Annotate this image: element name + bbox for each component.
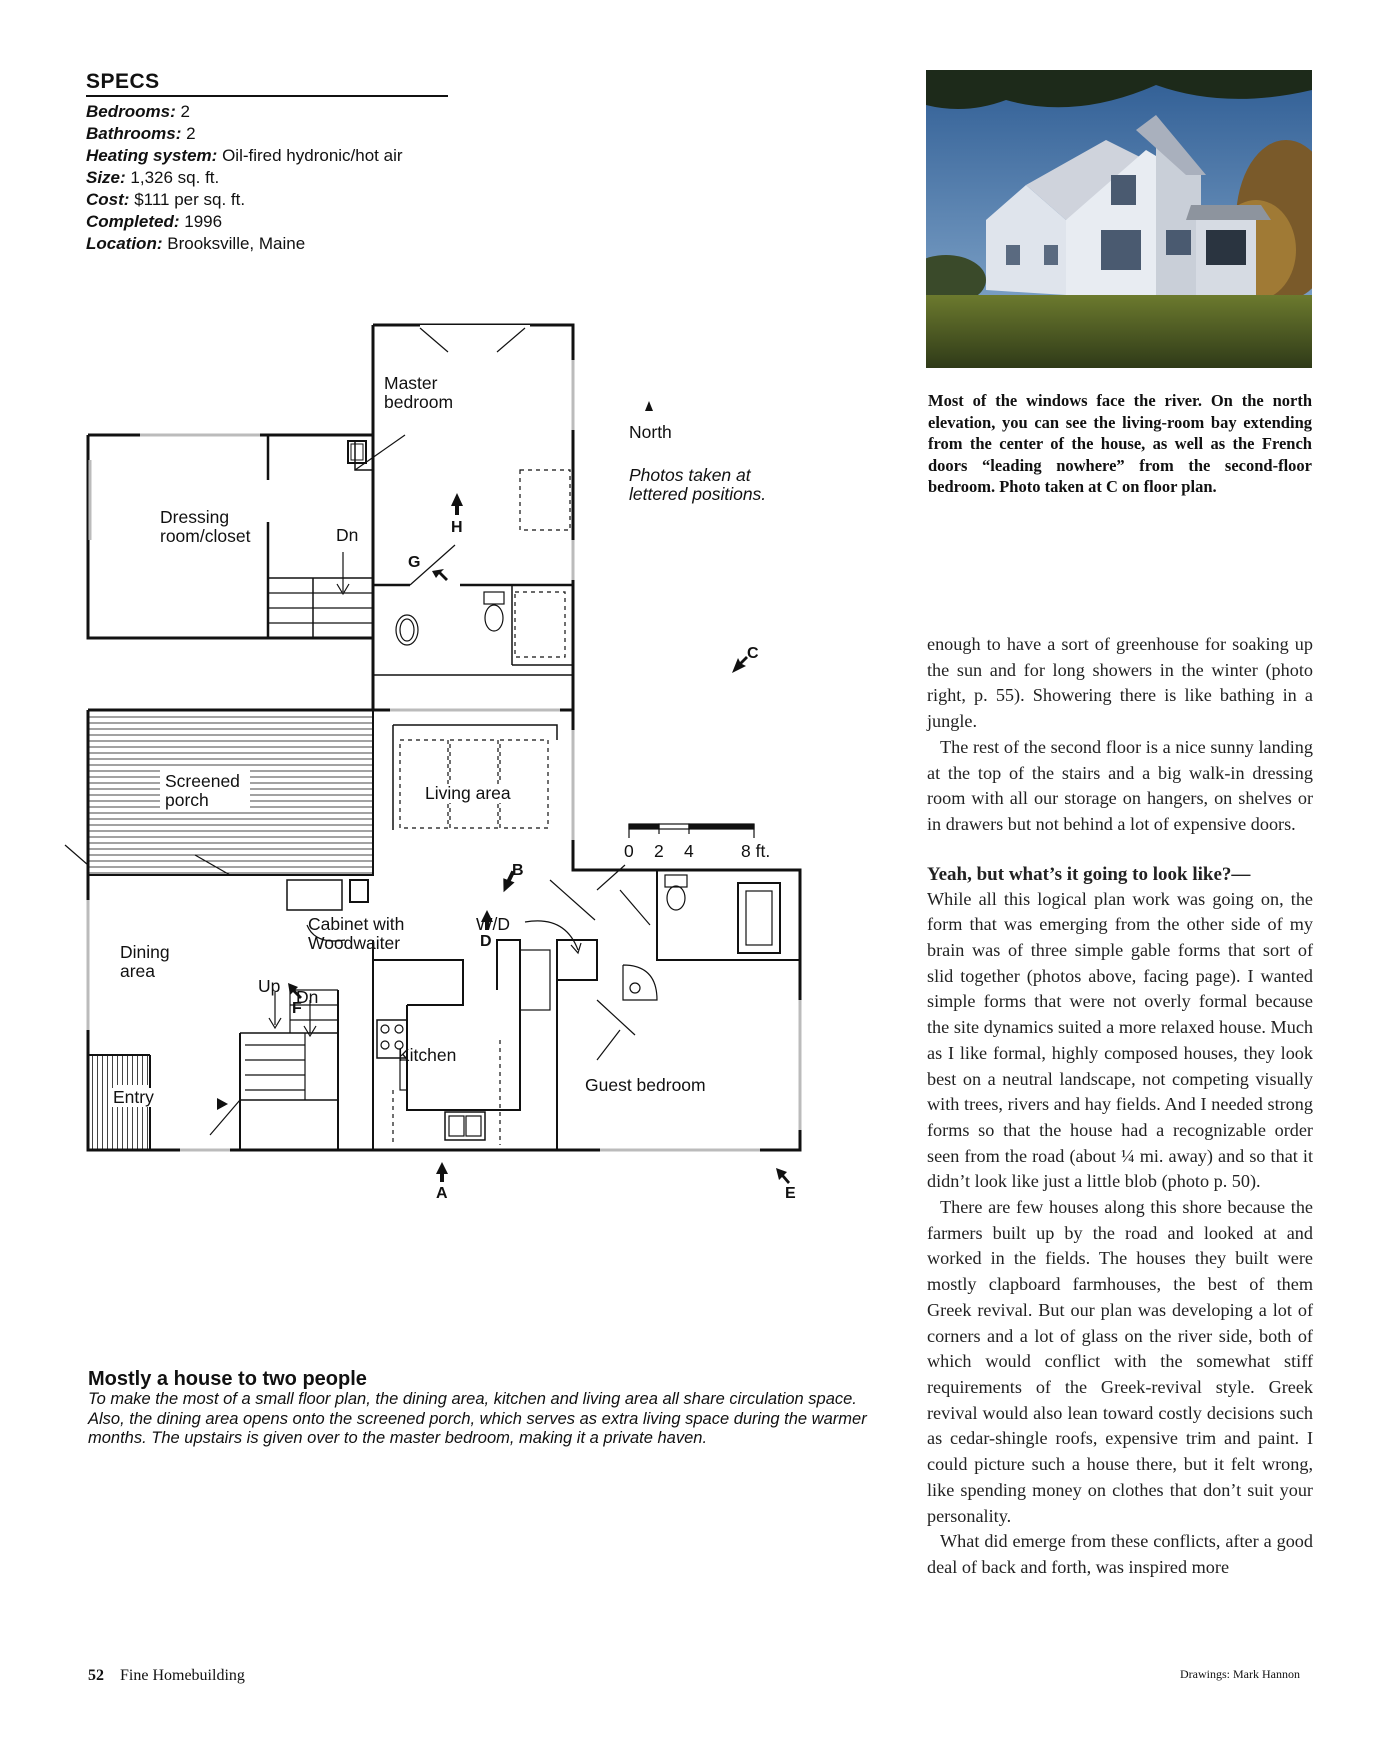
floor-plan-drawing (60, 300, 940, 1350)
marker-g: G (408, 554, 421, 571)
stair-dn-upper: Dn (336, 525, 359, 545)
scale-8ft: 8 ft. (741, 841, 771, 861)
room-screened-porch: Screened porch (165, 771, 240, 810)
scale-2: 2 (654, 841, 664, 861)
scale-4: 4 (684, 841, 694, 861)
plan-caption (88, 1368, 878, 1449)
north-label: North (629, 422, 672, 442)
house-photo-image (926, 70, 1312, 368)
body-paragraph: While all this logical plan work was going on, the form that was emerging from the other side of my brain was of three simple gable forms that sort of slid together (photos above, facing page). I wanted simple forms that were not overly formal because the site dynamics suited a more relaxed house. Much as I like formal, highly composed houses, they look best on a neutral landscape, not competing visually with trees, rivers and hay fields. And I needed strong forms so that the house had a recognizable order seen from the road (about ¼ mi. away) and so that it didn’t look like just a little blob (photo p. 50). (927, 888, 1313, 1192)
marker-a: A (436, 1185, 448, 1202)
room-entry: Entry (113, 1087, 154, 1107)
floor-plan (60, 300, 940, 1350)
stair-up: Up (258, 976, 281, 996)
label-cabinet-woodwaiter: Cabinet with Woodwaiter (308, 914, 405, 953)
label-wd: W/D (476, 914, 511, 934)
scale-0: 0 (624, 841, 634, 861)
body-paragraph: There are few houses along this shore because the farmers built up by the road and looked at and worked in the fields. The houses they built were mostly clapboard farmhouses, the best of them Greek revival. But our plan was developing a lot of corners and a lot of glass on the river side, both of which would conflict with the somewhat stiff requirements of the Greek-revival style. Greek revival would also lean toward costly decisions such as cedar-shingle roofs, expensive trim and paint. I could picture such a house there, but it felt wrong, like spending money on clothes that don’t suit your personality. (927, 1197, 1313, 1526)
magazine-name: Fine Homebuilding (120, 1667, 245, 1684)
marker-d: D (480, 933, 492, 950)
marker-c: C (747, 645, 759, 662)
spec-row: Bedrooms: 2 (86, 102, 190, 121)
page-footer (88, 1667, 245, 1685)
spec-row: Location: Brooksville, Maine (86, 234, 306, 253)
marker-h: H (451, 519, 463, 536)
body-paragraph: The rest of the second floor is a nice sunny landing at the top of the stairs and a big walk-in dressing room with all our storage on hangers, on shelves or in drawers but not behind a lot of expensive doors. (927, 736, 1313, 834)
photos-note: Photos taken at lettered positions. (629, 465, 767, 504)
caption-title: Mostly a house to two people (88, 1368, 367, 1390)
body-paragraph: What did emerge from these conflicts, after a good deal of back and forth, was inspired more (927, 1531, 1313, 1577)
spec-row: Cost: $111 per sq. ft. (86, 190, 246, 209)
room-kitchen: Kitchen (398, 1045, 457, 1065)
body-paragraph: enough to have a sort of greenhouse for soaking up the sun and for long showers in the winter (photo right, p. 55). Showering there is like bathing in a jungle. (927, 634, 1313, 732)
section-heading: Yeah, but what’s it going to look like?— (927, 863, 1251, 885)
spec-row: Heating system: Oil-fired hydronic/hot air (86, 146, 403, 165)
page-number: 52 (88, 1667, 104, 1684)
specs-title: SPECS (86, 70, 448, 97)
room-dressing-closet: Dressing room/closet (160, 507, 251, 546)
room-master-bedroom: Master bedroom (384, 373, 454, 412)
stair-dn-lower: Dn (296, 987, 319, 1007)
photo-caption: Most of the windows face the river. On the north elevation, you can see the living-room bay extending from the center of the house, as well as the French doors “leading nowhere” from the second-floor bedroom. Photo taken at C on floor plan. (928, 391, 1312, 496)
room-dining-area: Dining area (120, 942, 170, 981)
spec-row: Completed: 1996 (86, 212, 223, 231)
marker-e: E (785, 1185, 796, 1202)
marker-f: F (292, 1000, 302, 1017)
spec-row: Size: 1,326 sq. ft. (86, 168, 220, 187)
room-living-area: Living area (425, 783, 511, 803)
caption-text: To make the most of a small floor plan, the dining area, kitchen and living area all share circulation space. Also, the dining area opens onto the screened porch, which serves as extra living space during the warmer months. The upstairs is given over to the master bedroom, making it a private haven. (88, 1390, 867, 1447)
spec-row: Bathrooms: 2 (86, 124, 196, 143)
marker-b: B (512, 862, 524, 879)
specs-box (86, 70, 448, 255)
drawing-credit: Drawings: Mark Hannon (1180, 1667, 1300, 1681)
article-body (927, 632, 1313, 1581)
house-photo (926, 70, 1312, 368)
room-guest-bedroom: Guest bedroom (585, 1075, 706, 1095)
